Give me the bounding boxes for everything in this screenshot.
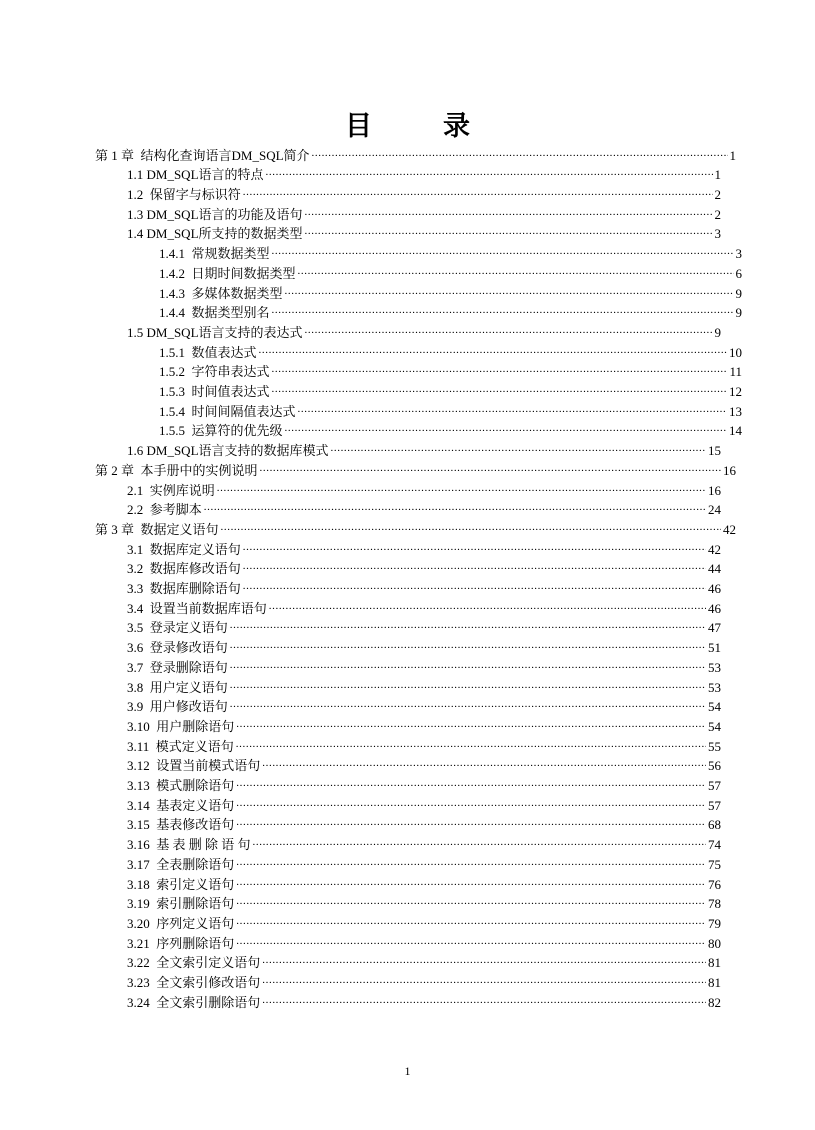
toc-entry-page: 51 (708, 640, 721, 656)
toc-entry-number: 3.11 (127, 738, 156, 754)
dot-leader (272, 376, 727, 396)
dot-leader (236, 889, 706, 909)
toc-entry[interactable] (127, 672, 721, 695)
toc-entry-title: 设置当前模式语句 (156, 758, 261, 774)
toc-entry-title: 模式定义语句 (155, 738, 234, 754)
toc-entry[interactable] (127, 948, 721, 971)
toc-entry-title: 时间值表达式 (191, 384, 270, 400)
toc-entry-page: 13 (729, 403, 742, 419)
toc-entry-page: 9 (714, 324, 721, 340)
dot-leader (305, 199, 713, 219)
dot-leader (266, 160, 713, 180)
toc-entry-page: 53 (708, 679, 721, 695)
toc-entry[interactable] (159, 416, 742, 439)
toc-entry[interactable] (159, 357, 742, 380)
toc-entry[interactable] (127, 495, 721, 518)
dot-leader (262, 967, 706, 987)
dot-leader (230, 633, 706, 653)
toc-entry-title: 结构化查询语言DM_SQL简介 (140, 147, 310, 163)
dot-leader (243, 534, 706, 554)
toc-entry-number: 第 3 章 (95, 521, 141, 537)
dot-leader (269, 593, 706, 613)
toc-entry-number: 1.4.2 (159, 265, 192, 281)
toc-entry-number: 3.12 (127, 758, 157, 774)
toc-entry-number: 3.20 (127, 915, 157, 931)
dot-leader (236, 810, 706, 830)
toc-entry[interactable] (159, 396, 742, 419)
toc-entry[interactable] (127, 219, 721, 242)
toc-entry-page: 76 (708, 876, 721, 892)
toc-entry[interactable] (127, 436, 721, 459)
dot-leader (236, 790, 706, 810)
toc-entry-number: 2.1 (127, 482, 150, 498)
toc-entry-number: 3.9 (127, 699, 150, 715)
dot-leader (236, 731, 706, 751)
toc-entry-title: DM_SQL语言支持的表达式 (146, 324, 303, 340)
dot-leader (272, 298, 734, 318)
toc-entry-number: 3.19 (127, 896, 157, 912)
toc-entry[interactable] (127, 810, 721, 833)
dot-leader (217, 475, 706, 495)
toc-entry-title: 模式删除语句 (156, 778, 235, 794)
toc-entry-title: 数据库定义语句 (149, 541, 241, 557)
toc-entry-title: 登录修改语句 (149, 640, 228, 656)
dot-leader (262, 751, 706, 771)
toc-entry-number: 3.18 (127, 876, 157, 892)
toc-entry-number: 3.1 (127, 541, 150, 557)
toc-entry[interactable] (127, 613, 721, 636)
toc-entry-title: 数值表达式 (191, 344, 257, 360)
toc-entry-title: 用户删除语句 (156, 718, 235, 734)
toc-entry-page: 57 (708, 797, 721, 813)
toc-entry[interactable] (159, 298, 742, 321)
dot-leader (236, 908, 706, 928)
toc-entry-number: 3.4 (127, 600, 150, 616)
toc-entry-title: DM_SQL语言的特点 (146, 167, 264, 183)
toc-entry-page: 75 (708, 856, 721, 872)
toc-entry-title: DM_SQL所支持的数据类型 (146, 226, 303, 242)
dot-leader (253, 830, 706, 850)
toc-entry-page: 57 (708, 778, 721, 794)
toc-entry-page: 55 (708, 738, 721, 754)
toc-entry-page: 54 (708, 699, 721, 715)
toc-entry[interactable] (159, 278, 742, 301)
toc-entry[interactable] (127, 967, 721, 991)
toc-entry-title: 常规数据类型 (191, 246, 270, 262)
toc-entry[interactable] (159, 337, 742, 360)
toc-entry[interactable] (127, 869, 721, 892)
dot-leader (236, 849, 706, 869)
dot-leader (262, 948, 706, 968)
toc-entry-number: 3.24 (127, 994, 157, 1010)
dot-leader (260, 455, 721, 475)
toc-entry[interactable] (127, 652, 721, 675)
dot-leader (272, 239, 734, 259)
toc-entry-page: 11 (729, 364, 742, 380)
toc-entry[interactable] (127, 475, 721, 498)
toc-entry-title: 索引删除语句 (156, 896, 235, 912)
toc-entry[interactable] (127, 790, 721, 813)
toc-entry-number: 1.3 (127, 206, 147, 222)
toc-entry[interactable] (127, 317, 721, 340)
toc-entry-number: 3.7 (127, 659, 150, 675)
toc-entry-title: 用户定义语句 (149, 679, 228, 695)
toc-entry-title: 全文索引修改语句 (156, 975, 261, 991)
toc-entry[interactable] (127, 160, 721, 183)
toc-entry[interactable] (127, 199, 721, 222)
dot-leader (236, 711, 706, 731)
toc-entry-page: 74 (708, 837, 721, 853)
toc-entry-page: 3 (714, 226, 721, 242)
toc-entry[interactable] (127, 573, 721, 597)
toc-entry-number: 1.4 (127, 226, 147, 242)
toc-entry-page: 47 (708, 620, 721, 636)
dot-leader (236, 928, 706, 948)
toc-entry-number: 3.10 (127, 718, 157, 734)
toc-entry-title: 数据库删除语句 (149, 581, 241, 597)
toc-entry[interactable] (127, 770, 721, 794)
toc-entry-title: 登录删除语句 (149, 659, 228, 675)
toc-entry-title: 用户修改语句 (149, 699, 228, 715)
toc-entry-title: 本手册中的实例说明 (140, 462, 258, 478)
toc-entry-title: 索引定义语句 (156, 876, 235, 892)
toc-entry-page: 46 (708, 581, 721, 597)
toc-entry[interactable] (127, 534, 721, 557)
dot-leader (272, 357, 728, 377)
toc-entry-page: 9 (735, 285, 742, 301)
toc-entry-title: 运算符的优先级 (191, 423, 283, 439)
dot-leader (305, 317, 713, 337)
toc-entry-page: 56 (708, 758, 721, 774)
dot-leader (285, 278, 734, 298)
toc-entry-title: 数据定义语句 (140, 521, 219, 537)
toc-entry-page: 42 (708, 541, 721, 557)
toc-entry-page: 42 (723, 521, 736, 537)
toc-entry[interactable] (159, 376, 742, 400)
toc-entry-page: 81 (708, 955, 721, 971)
toc-entry[interactable] (127, 928, 721, 951)
dot-leader (243, 554, 706, 574)
toc-entry-number: 1.4.3 (159, 285, 192, 301)
toc-entry[interactable] (127, 731, 721, 754)
toc-entry-page: 9 (735, 305, 742, 321)
toc-entry-title: DM_SQL语言支持的数据库模式 (146, 443, 329, 459)
dot-leader (305, 219, 713, 239)
toc-entry-number: 3.3 (127, 581, 150, 597)
dot-leader (230, 613, 706, 633)
toc-entry-page: 10 (729, 344, 742, 360)
toc-entry-page: 44 (708, 561, 721, 577)
toc-entry-number: 1.5.4 (159, 403, 192, 419)
toc-entry-title: 保留字与标识符 (149, 187, 241, 203)
toc-entry-number: 1.5.5 (159, 423, 192, 439)
toc-entry-title: 字符串表达式 (191, 364, 270, 380)
toc-entry-title: 参考脚本 (149, 502, 202, 518)
page-number: 1 (404, 1064, 411, 1078)
dot-leader (298, 258, 734, 278)
toc-entry-page: 14 (729, 423, 742, 439)
toc-entry-number: 1.6 (127, 443, 147, 459)
dot-leader (285, 416, 727, 436)
toc-entry-page: 2 (714, 206, 721, 222)
toc-entry-title: 多媒体数据类型 (191, 285, 283, 301)
toc-entry-page: 68 (708, 817, 721, 833)
toc-entry-number: 3.22 (127, 955, 157, 971)
toc-entry-page: 79 (708, 915, 721, 931)
toc-entry-page: 78 (708, 896, 721, 912)
toc-entry-number: 3.16 (127, 837, 157, 853)
dot-leader (221, 514, 721, 534)
toc-entry-number: 1.2 (127, 187, 150, 203)
toc-entry-title: 全表删除语句 (156, 856, 235, 872)
toc-entry[interactable] (127, 889, 721, 912)
toc-entry-number: 1.5.3 (159, 384, 192, 400)
toc-entry-number: 3.23 (127, 975, 157, 991)
toc-entry-page: 1 (729, 147, 736, 163)
dot-leader (259, 337, 727, 357)
dot-leader (230, 692, 706, 712)
toc-entry[interactable] (127, 554, 721, 577)
toc-entry-title: 序列定义语句 (156, 915, 235, 931)
toc-entry-number: 3.13 (127, 778, 157, 794)
toc-entry-page: 82 (708, 994, 721, 1010)
page-title: 目 录 (345, 111, 492, 142)
toc-entry-title: 基表定义语句 (156, 797, 235, 813)
toc-entry[interactable] (95, 140, 736, 163)
toc-entry-title: 设置当前数据库语句 (149, 600, 267, 616)
toc-entry[interactable] (127, 711, 721, 734)
toc-entry[interactable] (127, 849, 721, 872)
toc-entry-title: 全文索引删除语句 (156, 994, 261, 1010)
toc-entry-number: 1.4.1 (159, 246, 192, 262)
toc-entry-page: 2 (714, 187, 721, 203)
toc-entry-number: 3.5 (127, 620, 150, 636)
toc-entry[interactable] (127, 751, 721, 774)
toc-entry-number: 第 1 章 (95, 147, 141, 163)
toc-entry-page: 53 (708, 659, 721, 675)
toc-entry-title: 基 表 删 除 语 句 (156, 837, 251, 853)
toc-entry[interactable] (127, 633, 721, 656)
toc-entry-page: 15 (708, 443, 721, 459)
dot-leader (331, 436, 706, 456)
toc-entry[interactable] (159, 258, 742, 281)
toc-entry-number: 2.2 (127, 502, 150, 518)
toc-entry-page: 16 (708, 482, 721, 498)
toc-entry-page: 16 (723, 462, 736, 478)
toc-entry-title: 登录定义语句 (149, 620, 228, 636)
toc-entry-number: 1.5 (127, 324, 147, 340)
dot-leader (204, 495, 706, 515)
toc-entry-number: 3.17 (127, 856, 157, 872)
dot-leader (262, 987, 706, 1007)
toc-entry-number: 第 2 章 (95, 462, 141, 478)
toc-entry[interactable] (127, 987, 721, 1010)
toc-entry-title: 实例库说明 (149, 482, 215, 498)
toc-entry[interactable] (127, 830, 721, 853)
toc-entry-number: 3.2 (127, 561, 150, 577)
toc-entry-page: 1 (714, 167, 721, 183)
toc-entry-page: 81 (708, 975, 721, 991)
dot-leader (236, 869, 706, 889)
toc-entry-title: 数据类型别名 (191, 305, 270, 321)
toc-entry-number: 3.6 (127, 640, 150, 656)
toc-entry-number: 3.21 (127, 935, 157, 951)
toc-entry[interactable] (127, 908, 721, 931)
toc-entry-number: 1.4.4 (159, 305, 192, 321)
toc-entry[interactable] (127, 593, 721, 616)
toc-entry-title: 全文索引定义语句 (156, 955, 261, 971)
toc-entry[interactable] (127, 179, 721, 203)
toc-entry-title: 日期时间数据类型 (191, 265, 296, 281)
toc-entry-title: DM_SQL语言的功能及语句 (146, 206, 303, 222)
toc-entry[interactable] (95, 455, 736, 478)
toc-entry[interactable] (159, 239, 742, 262)
toc-entry-title: 基表修改语句 (156, 817, 235, 833)
toc-entry-page: 80 (708, 935, 721, 951)
dot-leader (298, 396, 727, 416)
dot-leader (230, 672, 706, 692)
toc-entry-title: 数据库修改语句 (149, 561, 241, 577)
toc-entry-page: 6 (735, 265, 742, 281)
toc-entry-page: 12 (729, 384, 742, 400)
dot-leader (230, 652, 706, 672)
toc-entry-number: 3.15 (127, 817, 157, 833)
toc-entry-number: 1.5.1 (159, 344, 192, 360)
toc-entry[interactable] (95, 514, 736, 537)
toc-entry-page: 46 (708, 600, 721, 616)
toc-entry-title: 序列删除语句 (156, 935, 235, 951)
dot-leader (312, 140, 728, 160)
dot-leader (243, 179, 713, 199)
toc-entry-number: 3.8 (127, 679, 150, 695)
toc-entry-page: 54 (708, 718, 721, 734)
dot-leader (236, 770, 706, 790)
dot-leader (243, 573, 706, 593)
toc-entry-page: 24 (708, 502, 721, 518)
toc-entry-number: 1.1 (127, 167, 147, 183)
toc-entry-number: 3.14 (127, 797, 157, 813)
toc-entry-page: 3 (735, 246, 742, 262)
toc-entry-title: 时间间隔值表达式 (191, 403, 296, 419)
toc-entry-number: 1.5.2 (159, 364, 192, 380)
toc-entry[interactable] (127, 692, 721, 715)
